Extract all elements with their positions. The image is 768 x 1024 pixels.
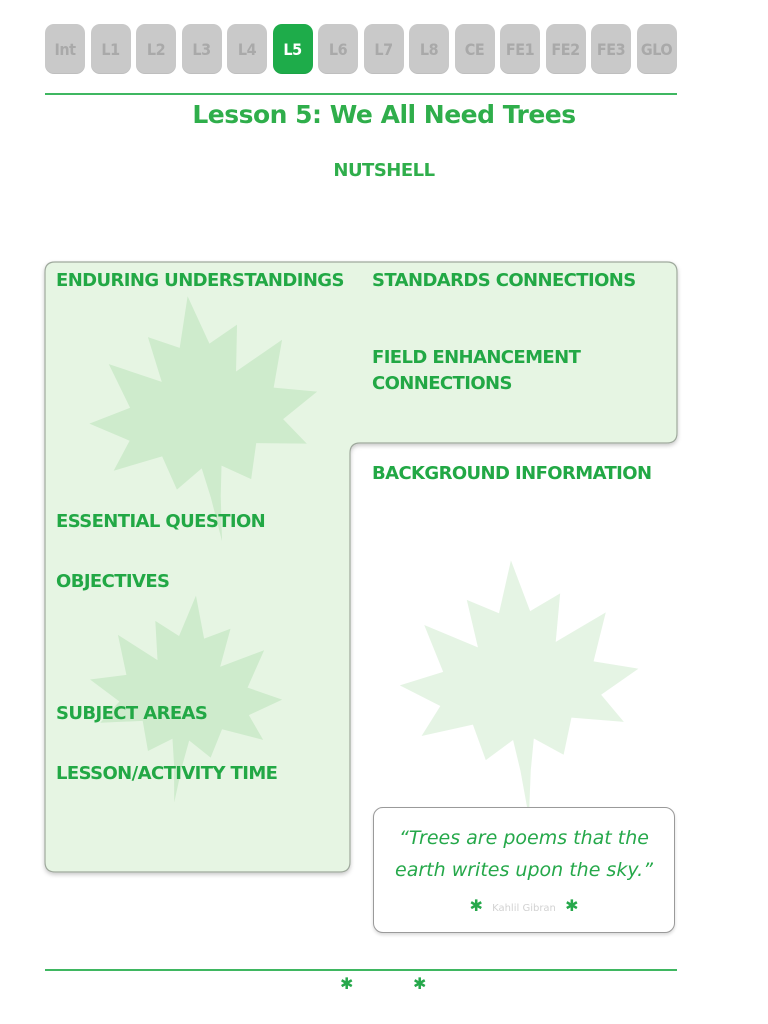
page-title: Lesson 5: We All Need Trees [192,100,576,129]
quote-attribution [374,896,674,915]
subject-areas-heading: SUBJECT AREAS [56,703,208,724]
tab-lesson-4[interactable]: L4 [227,24,267,74]
enduring-understandings-heading: ENDURING UNDERSTANDINGS [56,270,344,291]
tab-lesson-2[interactable]: L2 [136,24,176,74]
essential-question-heading: ESSENTIAL QUESTION [56,511,266,532]
activity-time-heading: LESSON/ACTIVITY TIME [56,763,278,784]
footer-divider [45,969,677,971]
nutshell-heading: NUTSHELL [333,160,435,181]
leaf-bullet-icon: ✱ [413,974,427,993]
tab-lesson-8[interactable]: L8 [409,24,449,74]
tab-lesson-3[interactable]: L3 [182,24,222,74]
tab-fe3[interactable]: FE3 [591,24,631,74]
leaf-bullet-icon: ✱ [469,896,483,915]
maple-leaf-icon [392,552,649,825]
leaf-bullet-icon: ✱ [340,974,354,993]
tab-intro[interactable]: Int [45,24,85,74]
tab-fe1[interactable]: FE1 [500,24,540,74]
field-enhancement-heading: FIELD ENHANCEMENT CONNECTIONS [372,347,581,394]
objectives-heading: OBJECTIVES [56,571,170,592]
standards-connections-heading: STANDARDS CONNECTIONS [372,270,636,291]
background-information-heading: BACKGROUND INFORMATION [372,463,652,484]
tab-lesson-6[interactable]: L6 [318,24,358,74]
quote-text: “Trees are poems that the earth writes upon the sky.” [395,827,653,881]
tab-lesson-7[interactable]: L7 [364,24,404,74]
tab-lesson-5[interactable]: L5 [273,24,313,74]
tab-ce[interactable]: CE [455,24,495,74]
tab-glossary[interactable]: GLO [637,24,677,74]
tab-fe2[interactable]: FE2 [546,24,586,74]
quote-author: Kahlil Gibran [492,903,556,914]
quote-box [373,807,675,933]
leaf-bullet-icon: ✱ [565,896,579,915]
tab-lesson-1[interactable]: L1 [91,24,131,74]
